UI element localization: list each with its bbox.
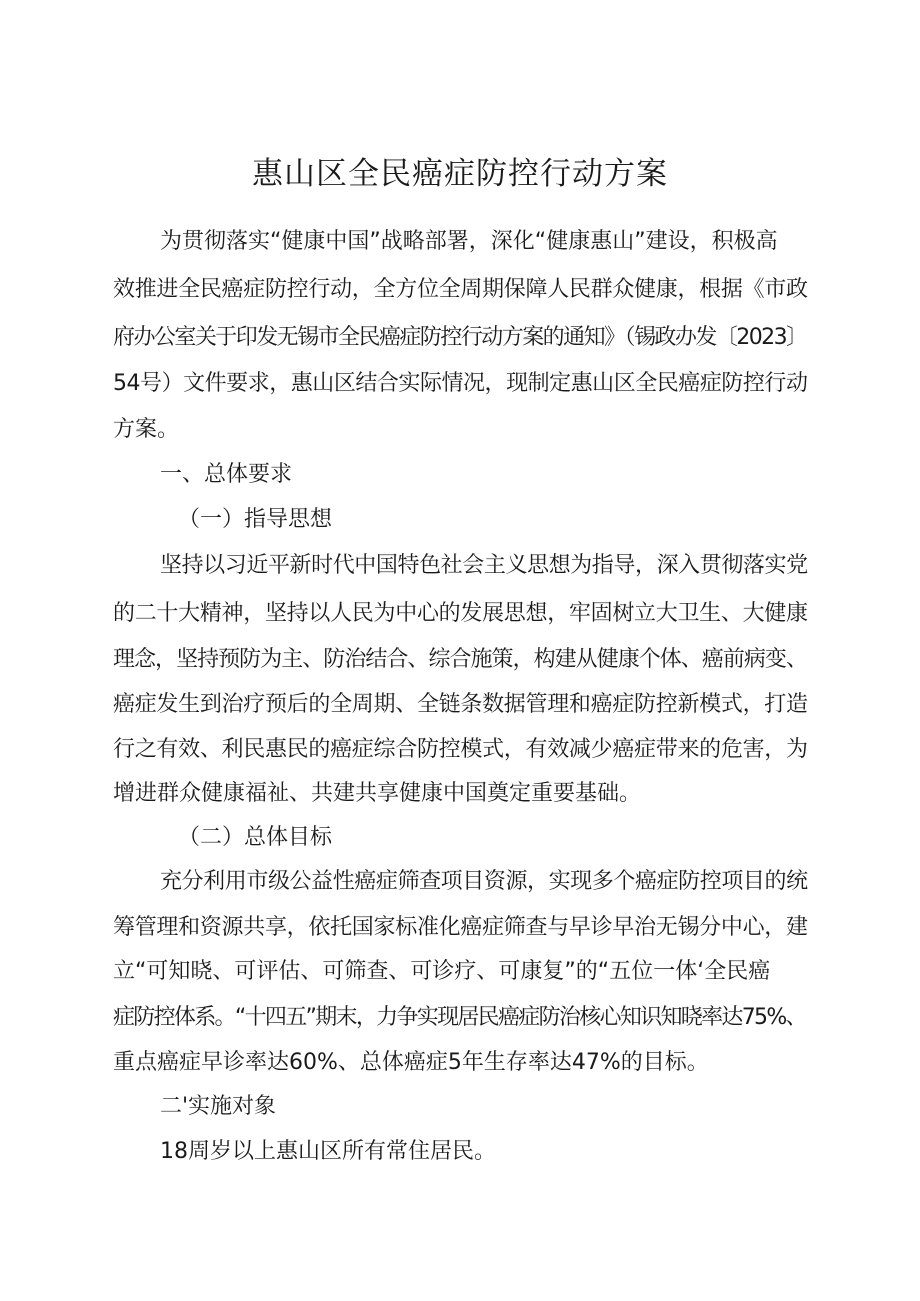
document-title: 惠山区全民癌症防控行动方案	[252, 156, 668, 192]
intro-line-1: 为贯彻落实“健康中国”战略部署，深化“健康惠山”建设，积极高	[160, 229, 778, 254]
intro-line-3: 府办公室关于印发无锡市全民癌症防控行动方案的通知》（锡政办发〔2023〕	[113, 325, 807, 350]
sub1-line-5: 行之有效、利民惠民的癌症综合防控模式，有效减少癌症带来的危害，为	[113, 737, 808, 762]
subsection-heading-2: （二）总体目标	[178, 825, 333, 850]
section2-text: 18周岁以上惠山区所有常住居民。	[160, 1139, 496, 1164]
sub2-line-3: 立“可知晓、可评估、可筛查、可诊疗、可康复”的“五位一体‘全民癌	[113, 959, 771, 984]
sub1-line-3: 理念，坚持预防为主、防治结合、综合施策，构建从健康个体、癌前病变、	[113, 647, 807, 672]
sub2-line-4: 症防控体系。“十四五”期末，力争实现居民癌症防治核心知识知晓率达75%、	[113, 1005, 806, 1030]
intro-line-5: 方案。	[113, 417, 180, 442]
sub2-line-1: 充分利用市级公益性癌症筛查项目资源，实现多个癌症防控项目的统	[160, 869, 808, 894]
sub1-line-2: 的二十大精神，坚持以人民为中心的发展思想，牢固树立大卫生、大健康	[113, 601, 808, 626]
section-heading-2: 二'实施对象	[160, 1094, 277, 1119]
sub2-line-2: 筹管理和资源共享，依托国家标准化癌症筛查与早诊早治无锡分中心，建	[113, 915, 808, 940]
sub1-line-6: 增进群众健康福祉、共建共享健康中国奠定重要基础。	[113, 781, 642, 806]
intro-line-4: 54号）文件要求，惠山区结合实际情况，现制定惠山区全民癌症防控行动	[113, 371, 808, 396]
intro-line-2: 效推进全民癌症防控行动，全方位全周期保障人民群众健康，根据《市政	[113, 277, 808, 302]
subsection-heading-1: （一）指导思想	[178, 507, 333, 532]
sub2-line-5: 重点癌症早诊率达60%、总体癌症5年生存率达47%的目标。	[113, 1050, 709, 1075]
section-heading-1: 一、总体要求	[160, 462, 293, 487]
sub1-line-4: 癌症发生到治疗预后的全周期、全链条数据管理和癌症防控新模式，打造	[113, 692, 808, 717]
sub1-line-1: 坚持以习近平新时代中国特色社会主义思想为指导，深入贯彻落实党	[160, 553, 808, 578]
